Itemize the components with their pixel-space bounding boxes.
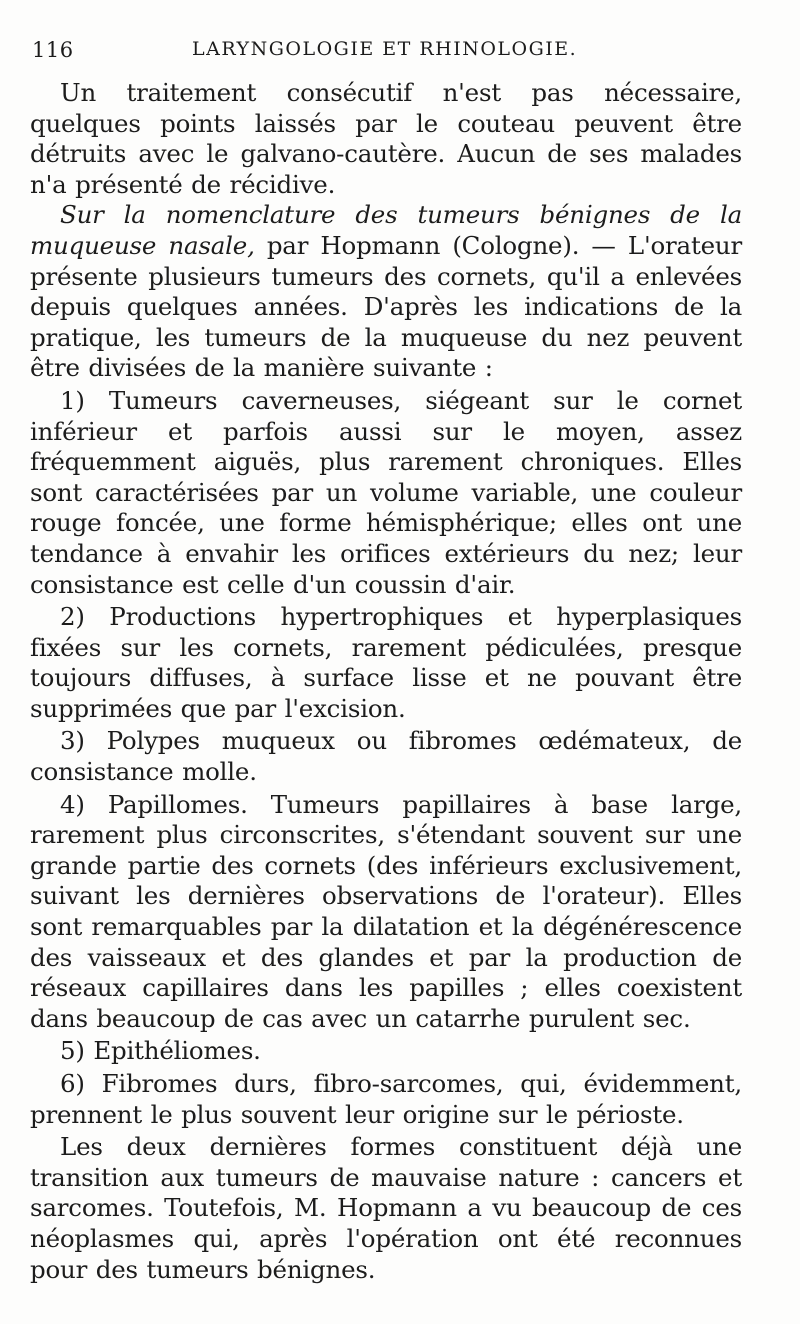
list-item [30, 726, 742, 787]
list-item [30, 602, 742, 724]
list-item [30, 790, 742, 1035]
article-title: Sur la nomenclature des tumeurs bénignes de la muqueuse nasale, [30, 200, 742, 260]
page-number: 116 [32, 38, 74, 62]
page-header [32, 38, 772, 68]
list-item [30, 386, 742, 600]
list-item [30, 1069, 742, 1130]
paragraph-text: Un traitement consécutif n'est pas nécessaire, quelques points laissés par le couteau peuvent être détruits avec le galvano-cautère. Aucun de ses malades n'a présenté de récidive. [30, 78, 742, 199]
running-head: LARYNGOLOGIE ET RHINOLOGIE. [192, 38, 578, 60]
paragraph-text: par Hopmann (Cologne). — L'orateur présente plusieurs tumeurs des cornets, qu'il a enlevées depuis quelques années. D'après les indications de la pratique, les tumeurs de la muqueuse du nez peuvent être divisées de la manière suivante : [30, 230, 742, 383]
list-item-text: 2) Productions hypertrophiques et hyperplasiques fixées sur les cornets, rarement pédiculées, presque toujours diffuses, à surface lisse et ne pouvant être supprimées que par l'excision. [30, 602, 742, 723]
paragraph [30, 200, 742, 384]
list-item-text: 5) Epithéliomes. [60, 1036, 261, 1066]
list-item-text: 6) Fibromes durs, fibro-sarcomes, qui, évidemment, prennent le plus souvent leur origine sur le périoste. [30, 1069, 742, 1129]
paragraph [30, 78, 742, 200]
paragraph-text: Les deux dernières formes constituent déjà une transition aux tumeurs de mauvaise nature : cancers et sarcomes. Toutefois, M. Hopmann a vu beaucoup de ces néoplasmes qui, après l'opération ont été reconnues pour des tumeurs bénignes. [30, 1132, 742, 1284]
list-item-text: 4) Papillomes. Tumeurs papillaires à base large, rarement plus circonscrites, s'étendant souvent sur une grande partie des cornets (des inférieurs exclusivement, suivant les dernières observations de l'orateur). Elles sont remarquables par la dilatation et la dégénérescence des vaisseaux et des glandes et par la production de réseaux capillaires dans les papilles ; elles coexistent dans beaucoup de cas avec un catarrhe purulent sec. [30, 789, 742, 1033]
list-item [30, 1036, 742, 1067]
body-text [30, 78, 742, 1285]
list-item-text: 1) Tumeurs caverneuses, siégeant sur le cornet inférieur et parfois aussi sur le moyen, assez fréquemment aiguës, plus rarement chroniques. Elles sont caractérisées par un volume variable, une couleur rouge foncée, une forme hémisphérique; elles ont une tendance à envahir les orifices extérieurs du nez; leur consistance est celle d'un coussin d'air. [30, 385, 742, 599]
list-item-text: 3) Polypes muqueux ou fibromes œdémateux, de consistance molle. [30, 726, 742, 787]
paragraph [30, 1132, 742, 1285]
